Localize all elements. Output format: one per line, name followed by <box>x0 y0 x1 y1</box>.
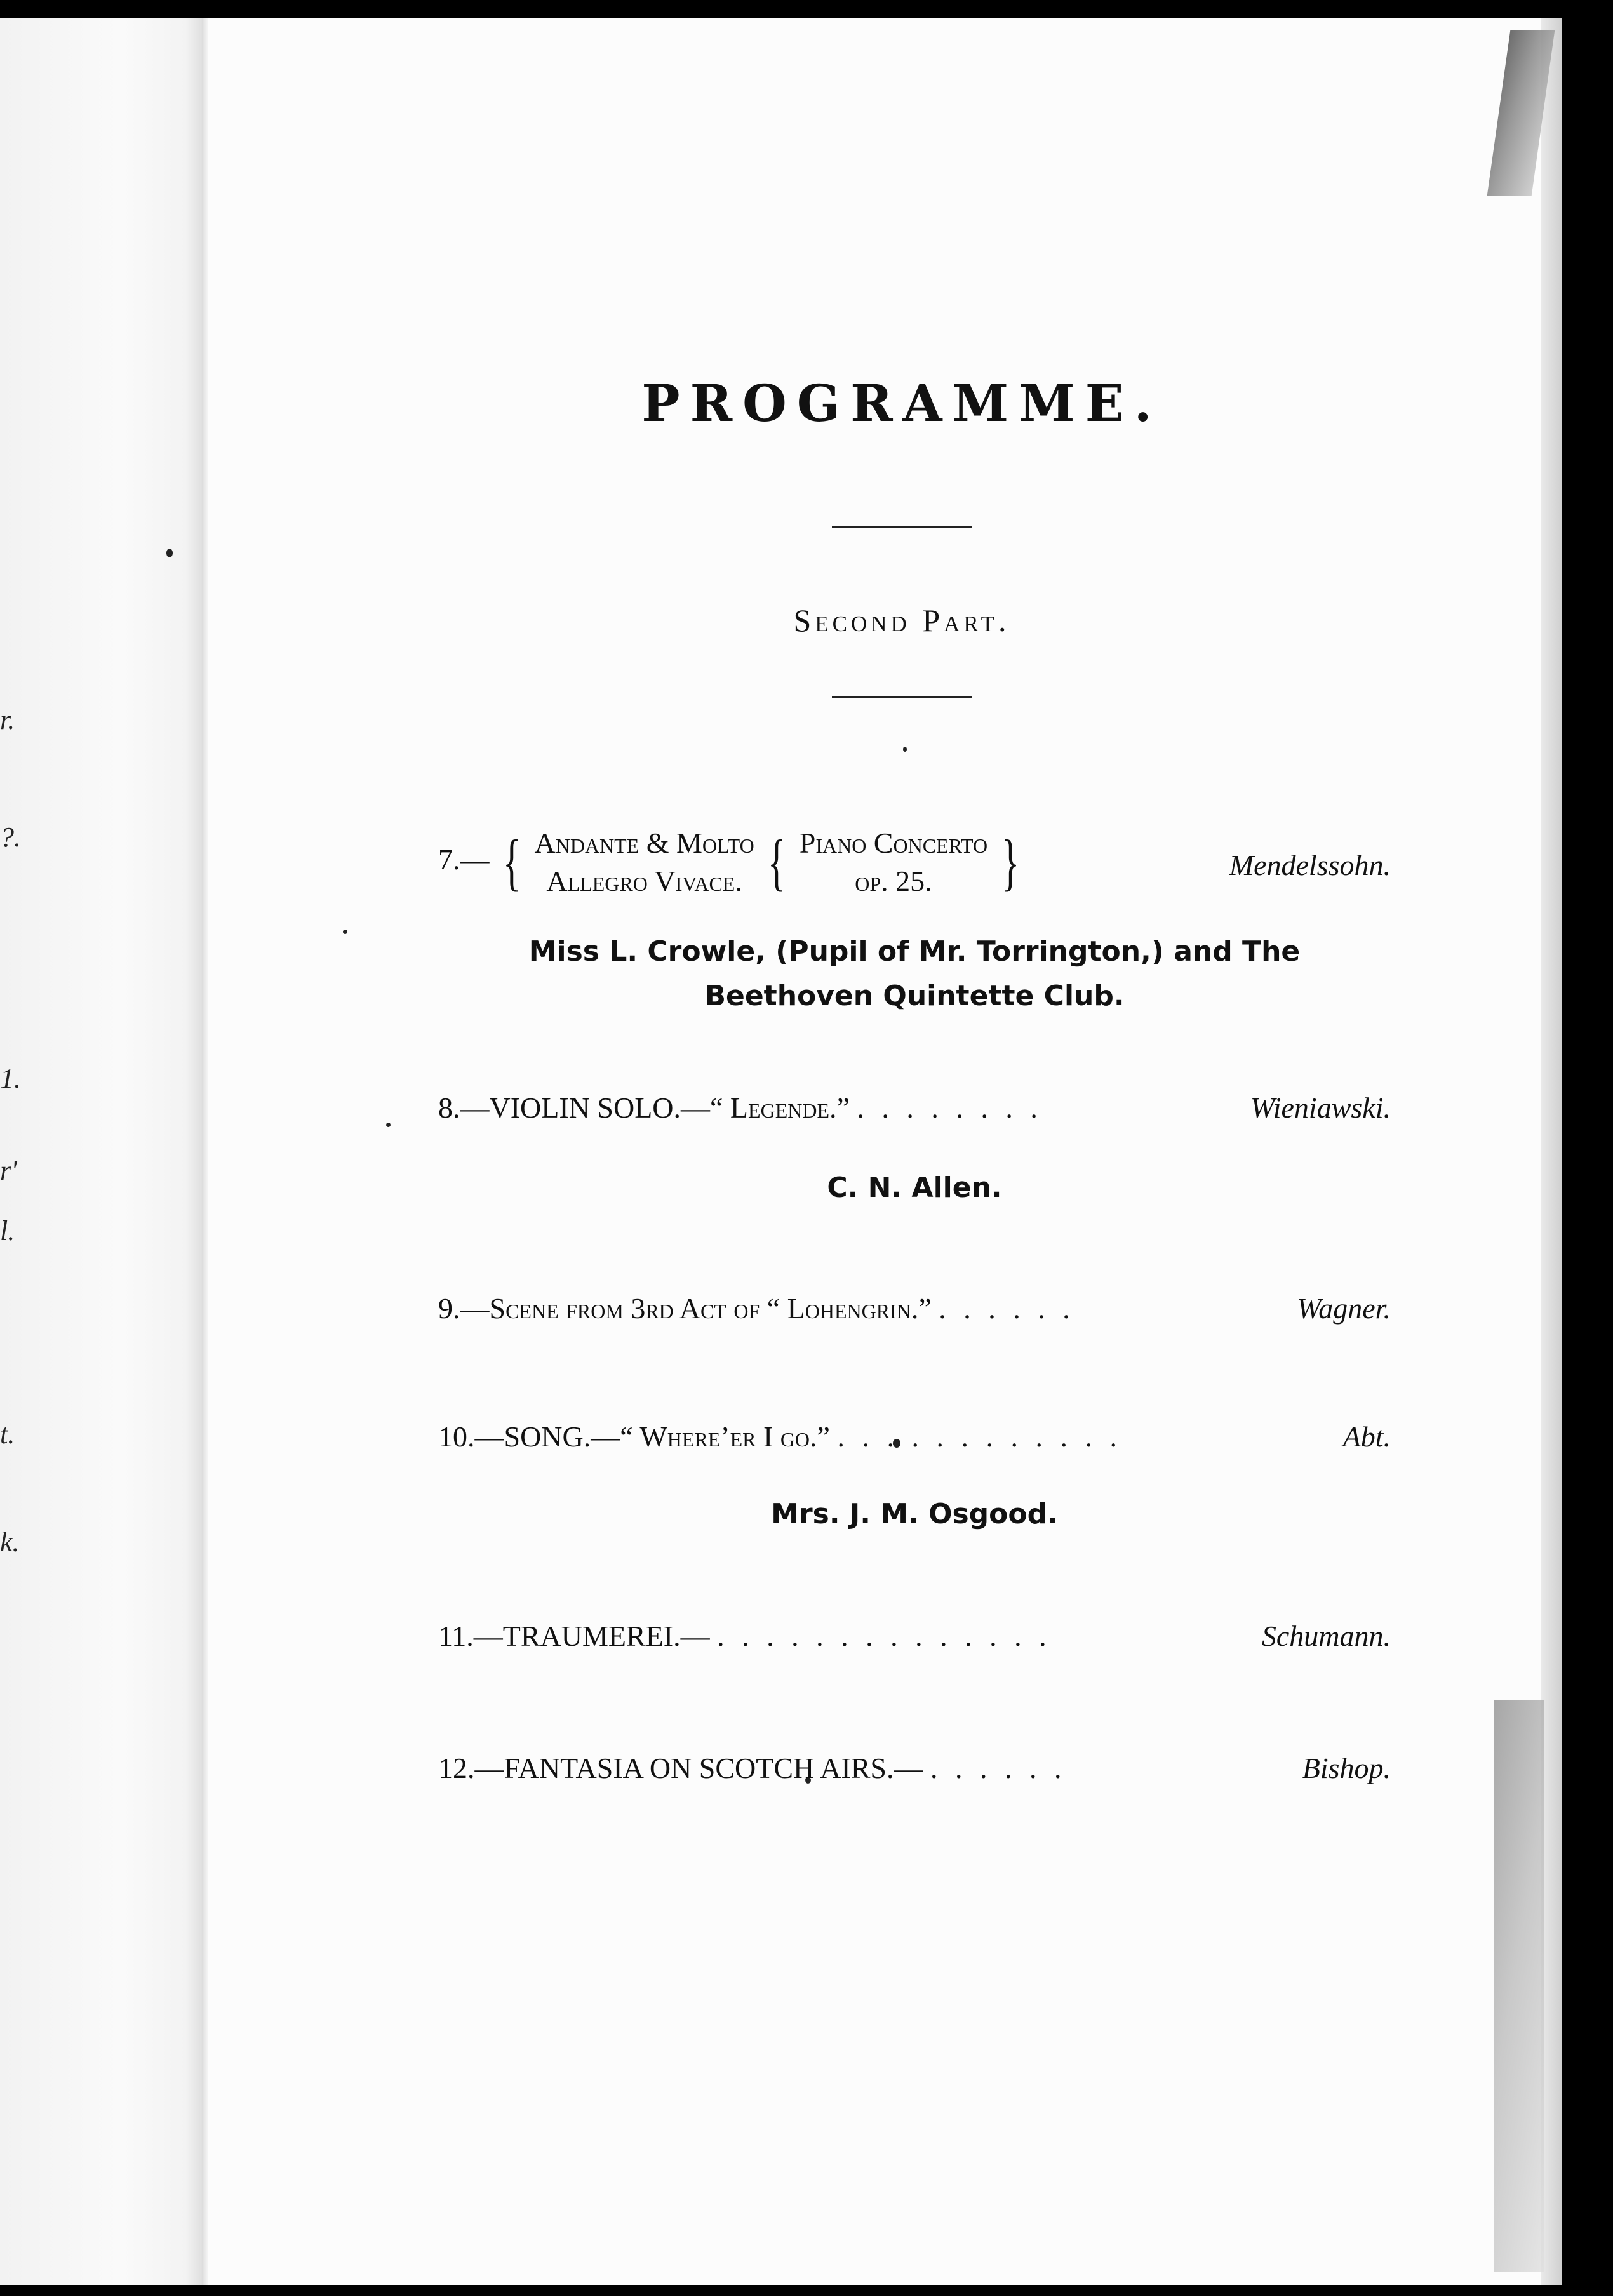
ink-speck <box>166 549 173 557</box>
piece-title: SONG.—“ Where’er I go.” <box>504 1420 830 1453</box>
performer: C. N. Allen. <box>827 1171 1002 1204</box>
performer: Mrs. J. M. Osgood. <box>771 1498 1058 1530</box>
work-line-1: Piano Concerto <box>799 827 988 859</box>
work-title <box>800 824 987 900</box>
leader-dots: . . . . . . . . <box>857 1091 1043 1124</box>
piece-title: Scene from 3rd Act of “ Lohengrin.” <box>489 1292 932 1325</box>
brace: } <box>1001 827 1019 897</box>
brace: { <box>767 827 786 897</box>
entry-number: 7.— <box>438 843 490 876</box>
composer: Bishop. <box>1302 1752 1391 1784</box>
divider-rule <box>832 696 972 698</box>
leader-dots: . . . . . . <box>939 1292 1075 1325</box>
entry-number: 12.— <box>438 1752 504 1784</box>
entry-number: 11.— <box>438 1620 503 1652</box>
piece-title: TRAUMEREI.— <box>502 1620 710 1652</box>
programme-entry-8 <box>438 1091 1391 1125</box>
programme-entry-7 <box>438 824 1391 900</box>
section-subtitle: Second Part. <box>793 603 1010 638</box>
brace: { <box>502 827 521 897</box>
piece-title: VIOLIN SOLO.—“ Legende.” <box>489 1091 850 1124</box>
ink-speck <box>343 930 347 934</box>
left-page-strip <box>0 18 202 2285</box>
movement-line-2: Allegro Vivace. <box>546 865 742 897</box>
leader-dots: . . . . . . . . . . . . <box>837 1420 1122 1453</box>
ink-speck <box>386 1123 391 1127</box>
performer-line-2: Beethoven Quintette Club. <box>704 980 1125 1012</box>
edge-shadow <box>1494 1700 1544 2272</box>
movement-title <box>535 824 754 900</box>
margin-mark: t. <box>0 1418 15 1450</box>
programme-entry-11 <box>438 1619 1391 1653</box>
entry-number: 9.— <box>438 1292 490 1325</box>
margin-mark: r' <box>0 1155 17 1186</box>
programme-entry-10 <box>438 1420 1391 1453</box>
programme-entry-9 <box>438 1292 1391 1325</box>
performer <box>438 930 1391 1018</box>
composer: Wieniawski. <box>1250 1091 1391 1124</box>
ink-speck <box>903 747 907 752</box>
programme-page <box>0 18 1562 2285</box>
composer: Abt. <box>1342 1420 1391 1453</box>
page-fold <box>202 18 208 2285</box>
composer: Mendelssohn. <box>1229 849 1391 881</box>
leader-dots: . . . . . . . . . . . . . . <box>717 1620 1052 1652</box>
entry-number: 10.— <box>438 1420 504 1453</box>
composer: Wagner. <box>1297 1292 1391 1325</box>
leader-dots: . . . . . . <box>930 1752 1067 1784</box>
margin-mark: 1. <box>0 1063 21 1094</box>
work-line-2: op. 25. <box>855 865 932 897</box>
movement-line-1: Andante & Molto <box>534 827 754 859</box>
margin-mark: r. <box>0 704 15 735</box>
performer-line-1: Miss L. Crowle, (Pupil of Mr. Torrington,) and The <box>528 935 1301 968</box>
margin-mark: l. <box>0 1215 15 1246</box>
divider-rule <box>832 526 972 528</box>
entry-number: 8.— <box>438 1091 490 1124</box>
margin-mark: ?. <box>0 822 21 853</box>
page-title: PROGRAMME. <box>641 373 1162 433</box>
programme-entry-12 <box>438 1751 1391 1785</box>
margin-mark: k. <box>0 1526 20 1558</box>
piece-title: FANTASIA ON SCOTCH AIRS.— <box>504 1752 923 1784</box>
composer: Schumann. <box>1261 1620 1391 1652</box>
